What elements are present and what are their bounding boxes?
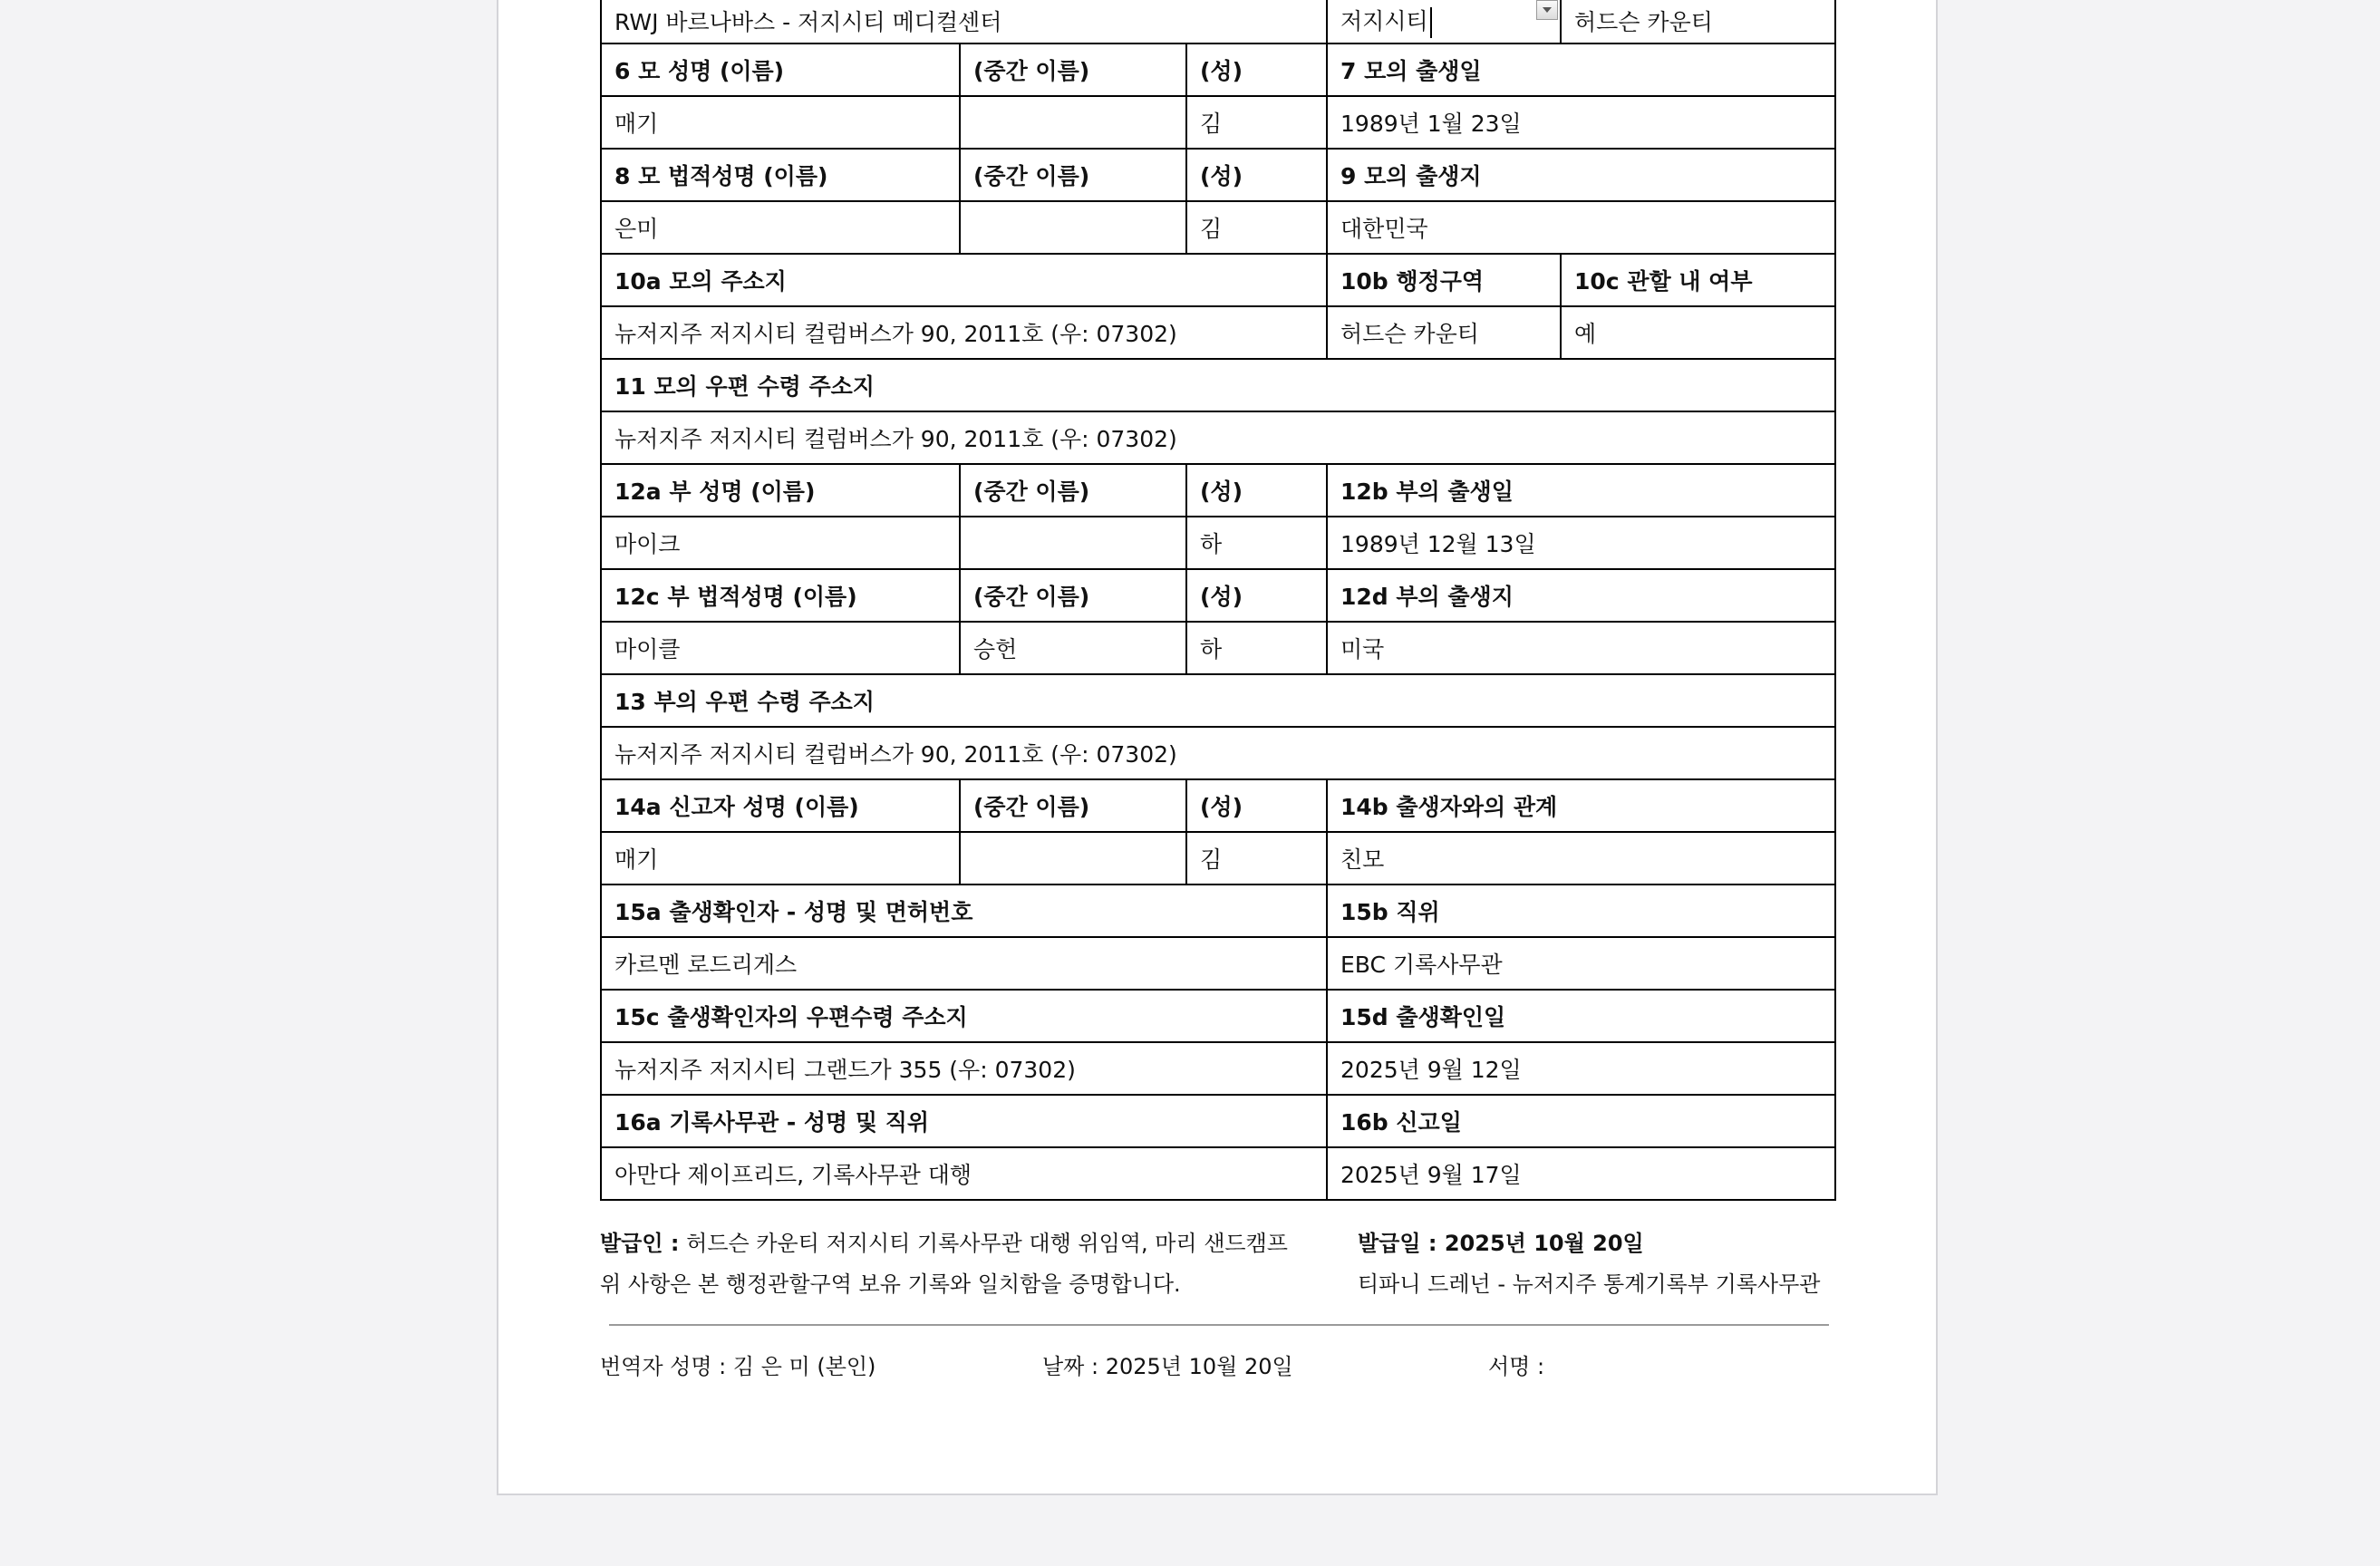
mother-mailing-address[interactable]: 뉴저지주 저지시티 컬럼버스가 90, 2011호 (우: 07302): [601, 411, 1835, 464]
table-row: [601, 96, 1835, 149]
father-birthdate-label: 12b 부의 출생일: [1327, 464, 1835, 517]
table-row: [601, 569, 1835, 622]
informant-first-name[interactable]: 매기: [601, 832, 960, 884]
father-birthplace-label: 12d 부의 출생지: [1327, 569, 1835, 622]
mother-mailing-address-label: 11 모의 우편 수령 주소지: [601, 359, 1835, 411]
table-row: [601, 779, 1835, 832]
signature-label: 서명 :: [1488, 1354, 1545, 1379]
mother-legal-first-name[interactable]: 은미: [601, 201, 960, 254]
certification-date-label: 15d 출생확인일: [1327, 990, 1835, 1042]
mother-legal-middle-name-label: (중간 이름): [960, 149, 1186, 201]
table-row: [601, 359, 1835, 411]
mother-birthplace-label: 9 모의 출생지: [1327, 149, 1835, 201]
table-row: [601, 254, 1835, 306]
mother-last-name-label: (성): [1186, 44, 1327, 96]
filing-date-label: 16b 신고일: [1327, 1095, 1835, 1147]
father-birthdate[interactable]: 1989년 12월 13일: [1327, 517, 1835, 569]
dropdown-arrow-icon[interactable]: [1536, 0, 1558, 20]
informant-last-name-label: (성): [1186, 779, 1327, 832]
state-registrar: 티파니 드레넌 - 뉴저지주 통계기록부 기록사무관: [1358, 1271, 1821, 1297]
father-mailing-address-label: 13 부의 우편 수령 주소지: [601, 674, 1835, 727]
certifier-name[interactable]: 카르멘 로드리게스: [601, 937, 1327, 990]
text-cursor: [1430, 7, 1432, 38]
mother-address-label: 10a 모의 주소지: [601, 254, 1327, 306]
mother-birthdate[interactable]: 1989년 1월 23일: [1327, 96, 1835, 149]
table-row: [601, 990, 1835, 1042]
birth-record-table: [600, 0, 1836, 1201]
informant-first-name-label: 14a 신고자 성명 (이름): [601, 779, 960, 832]
certifier-address[interactable]: 뉴저지주 저지시티 그랜드가 355 (우: 07302): [601, 1042, 1327, 1095]
mother-address[interactable]: 뉴저지주 저지시티 컬럼버스가 90, 2011호 (우: 07302): [601, 306, 1327, 359]
table-row: [601, 622, 1835, 674]
father-mailing-address[interactable]: 뉴저지주 저지시티 컬럼버스가 90, 2011호 (우: 07302): [601, 727, 1835, 779]
mother-first-name[interactable]: 매기: [601, 96, 960, 149]
table-row: [601, 464, 1835, 517]
informant-middle-name[interactable]: [960, 832, 1186, 884]
certification-date[interactable]: 2025년 9월 12일: [1327, 1042, 1835, 1095]
mother-birthplace[interactable]: 대한민국: [1327, 201, 1835, 254]
table-row: [601, 832, 1835, 884]
table-row: [601, 937, 1835, 990]
table-row: [601, 149, 1835, 201]
father-legal-last-name[interactable]: 하: [1186, 622, 1327, 674]
father-middle-name[interactable]: [960, 517, 1186, 569]
filing-date[interactable]: 2025년 9월 17일: [1327, 1147, 1835, 1200]
mother-legal-first-name-label: 8 모 법적성명 (이름): [601, 149, 960, 201]
certifier-title-label: 15b 직위: [1327, 884, 1835, 937]
mother-legal-last-name[interactable]: 김: [1186, 201, 1327, 254]
registrar-name-label: 16a 기록사무관 - 성명 및 직위: [601, 1095, 1327, 1147]
certifier-address-label: 15c 출생확인자의 우편수령 주소지: [601, 990, 1327, 1042]
facility-name[interactable]: RWJ 바르나바스 - 저지시티 메디컬센터: [601, 0, 1327, 44]
mother-county[interactable]: 허드슨 카운티: [1327, 306, 1561, 359]
document-page: [497, 0, 1938, 1495]
father-legal-first-name[interactable]: 마이클: [601, 622, 960, 674]
mother-birthdate-label: 7 모의 출생일: [1327, 44, 1835, 96]
father-last-name-label: (성): [1186, 464, 1327, 517]
mother-in-jurisdiction-label: 10c 관할 내 여부: [1561, 254, 1835, 306]
mother-last-name[interactable]: 김: [1186, 96, 1327, 149]
table-row: [601, 727, 1835, 779]
city-dropdown[interactable]: [1327, 0, 1561, 44]
county-value[interactable]: 허드슨 카운티: [1561, 0, 1835, 44]
father-first-name-label: 12a 부 성명 (이름): [601, 464, 960, 517]
translation-date: 날짜 : 2025년 10월 20일: [1042, 1354, 1293, 1379]
issuer-label: 발급인 :: [600, 1231, 680, 1256]
table-row: [601, 44, 1835, 96]
informant-relationship-label: 14b 출생자와의 관계: [1327, 779, 1835, 832]
registrar-name[interactable]: 아만다 제이프리드, 기록사무관 대행: [601, 1147, 1327, 1200]
father-birthplace[interactable]: 미국: [1327, 622, 1835, 674]
father-last-name[interactable]: 하: [1186, 517, 1327, 569]
mother-legal-last-name-label: (성): [1186, 149, 1327, 201]
table-row: [601, 884, 1835, 937]
father-legal-middle-name-label: (중간 이름): [960, 569, 1186, 622]
translator-name: 번역자 성명 : 김 은 미 (본인): [600, 1354, 876, 1379]
issue-date: 발급일 : 2025년 10월 20일: [1358, 1231, 1644, 1256]
table-row: [601, 201, 1835, 254]
father-legal-last-name-label: (성): [1186, 569, 1327, 622]
father-first-name[interactable]: 마이크: [601, 517, 960, 569]
informant-last-name[interactable]: 김: [1186, 832, 1327, 884]
father-middle-name-label: (중간 이름): [960, 464, 1186, 517]
table-row: [601, 517, 1835, 569]
divider: [609, 1324, 1829, 1326]
mother-county-label: 10b 행정구역: [1327, 254, 1561, 306]
mother-legal-middle-name[interactable]: [960, 201, 1186, 254]
table-row: [601, 1042, 1835, 1095]
mother-middle-name-label: (중간 이름): [960, 44, 1186, 96]
certifier-name-label: 15a 출생확인자 - 성명 및 면허번호: [601, 884, 1327, 937]
father-legal-first-name-label: 12c 부 법적성명 (이름): [601, 569, 960, 622]
father-legal-middle-name[interactable]: 승헌: [960, 622, 1186, 674]
table-row: [601, 411, 1835, 464]
table-row: [601, 1095, 1835, 1147]
informant-relationship[interactable]: 친모: [1327, 832, 1835, 884]
certify-text: 위 사항은 본 행정관할구역 보유 기록와 일치함을 증명합니다.: [600, 1271, 1181, 1297]
table-row: [601, 306, 1835, 359]
mother-in-jurisdiction[interactable]: 예: [1561, 306, 1835, 359]
mother-middle-name[interactable]: [960, 96, 1186, 149]
issuer-value: 허드슨 카운티 저지시티 기록사무관 대행 위임역, 마리 샌드캠프: [686, 1231, 1288, 1256]
certifier-title[interactable]: EBC 기록사무관: [1327, 937, 1835, 990]
informant-middle-name-label: (중간 이름): [960, 779, 1186, 832]
table-row: [601, 674, 1835, 727]
city-value: 저지시티: [1340, 7, 1428, 34]
table-row: [601, 0, 1835, 44]
issuer-line: [600, 1225, 1288, 1257]
mother-first-name-label: 6 모 성명 (이름): [601, 44, 960, 96]
table-row: [601, 1147, 1835, 1200]
